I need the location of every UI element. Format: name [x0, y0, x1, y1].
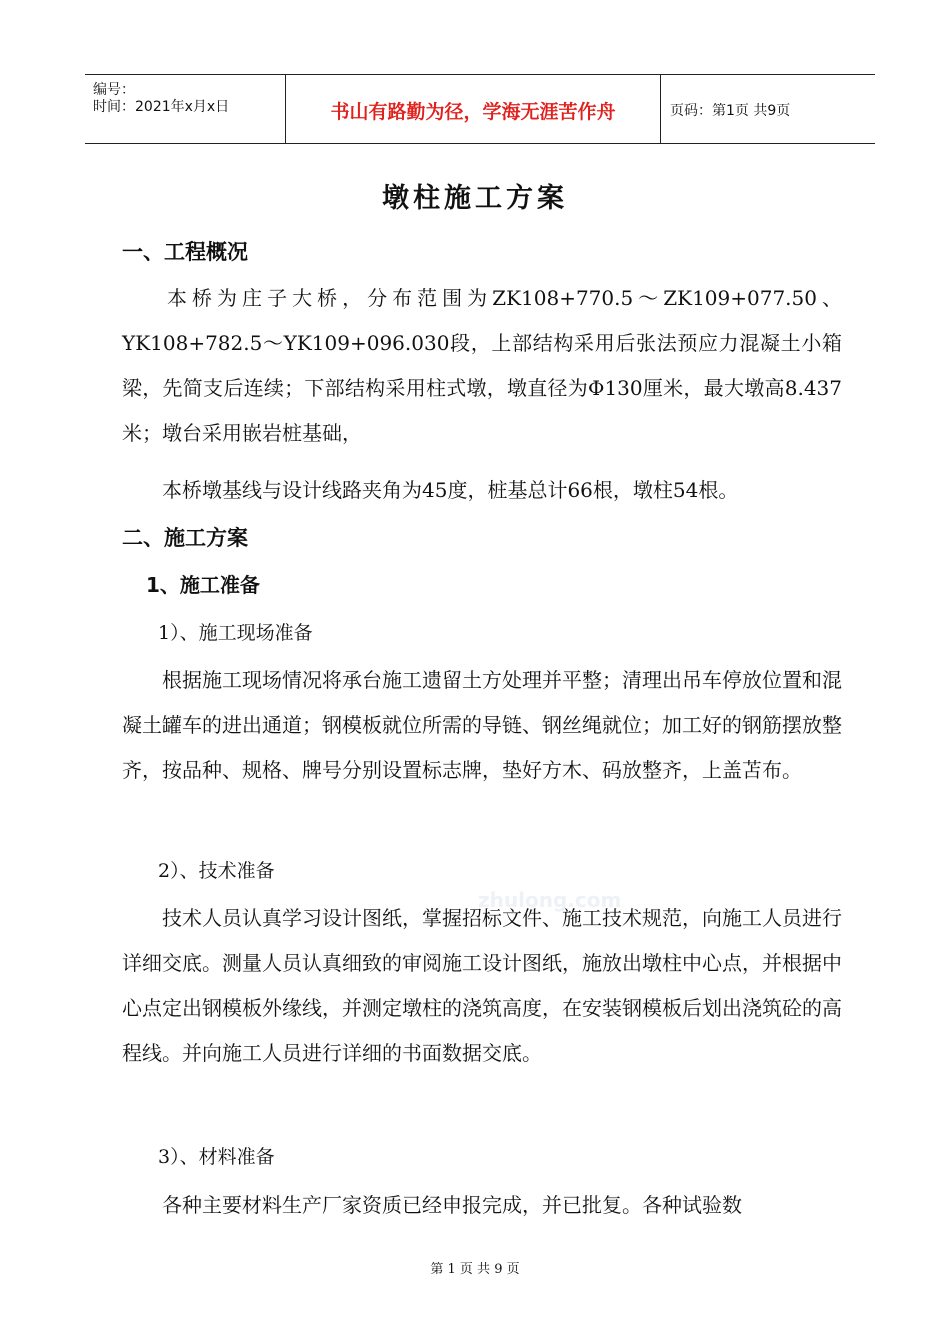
- paragraph-overview-2: [122, 468, 842, 513]
- paragraph-text: 本桥为庄子大桥，分布范围为ZK108+770.5～ZK109+077.50、YK108+782.5～YK109+096.030段，上部结构采用后张法预应力混凝土小箱梁，先简支后连续；下部结构采用柱式墩，墩直径为Φ130厘米，最大墩高8.437米；墩台采用嵌岩桩基础，: [122, 286, 842, 445]
- paragraph-text: 各种主要材料生产厂家资质已经申报完成，并已批复。各种试验数: [162, 1193, 742, 1217]
- motto: 书山有路勤为径，学海无涯苦作舟: [330, 101, 616, 123]
- section-heading-plan: 二、施工方案: [122, 526, 248, 550]
- header-page-cell: [660, 75, 875, 143]
- section-heading-overview: 一、工程概况: [122, 240, 248, 264]
- paragraph-technical: [122, 896, 842, 1076]
- item-heading-site: 1）、施工现场准备: [158, 622, 313, 644]
- paragraph-text: 技术人员认真学习设计图纸，掌握招标文件、施工技术规范，向施工人员进行详细交底。测量人员认真细致的审阅施工设计图纸，施放出墩柱中心点，并根据中心点定出钢模板外缘线，并测定墩柱的浇筑高度，在安装钢模板后划出浇筑砼的高程线。并向施工人员进行详细的书面数据交底。: [122, 906, 842, 1065]
- page-label: 页码：第1页 共9页: [670, 103, 791, 119]
- watermark: zhulong.com: [478, 888, 622, 912]
- paragraph-site: [122, 658, 842, 793]
- document-title: 墩柱施工方案: [382, 183, 568, 214]
- header-motto-cell: [285, 75, 661, 143]
- paragraph-text: 本桥墩基线与设计线路夹角为45度，桩基总计66根，墩柱54根。: [162, 478, 739, 502]
- item-heading-technical: 2）、技术准备: [158, 860, 275, 882]
- paragraph-overview-1: [122, 276, 842, 456]
- header-meta-cell: [85, 75, 285, 143]
- document-header: [85, 74, 875, 144]
- time-label: 时间：2021年x月x日: [93, 99, 230, 115]
- number-label: 编号：: [93, 82, 135, 98]
- subsection-heading-preparation: 1、施工准备: [146, 573, 260, 597]
- paragraph-materials: [122, 1183, 842, 1228]
- paragraph-text: 根据施工现场情况将承台施工遗留土方处理并平整；清理出吊车停放位置和混凝土罐车的进出通道；钢模板就位所需的导链、钢丝绳就位；加工好的钢筋摆放整齐，按品种、规格、牌号分别设置标志牌，垫好方木、码放整齐，上盖苫布。: [122, 668, 842, 782]
- item-heading-materials: 3）、材料准备: [158, 1146, 275, 1168]
- page-footer: 第 1 页 共 9 页: [430, 1262, 520, 1277]
